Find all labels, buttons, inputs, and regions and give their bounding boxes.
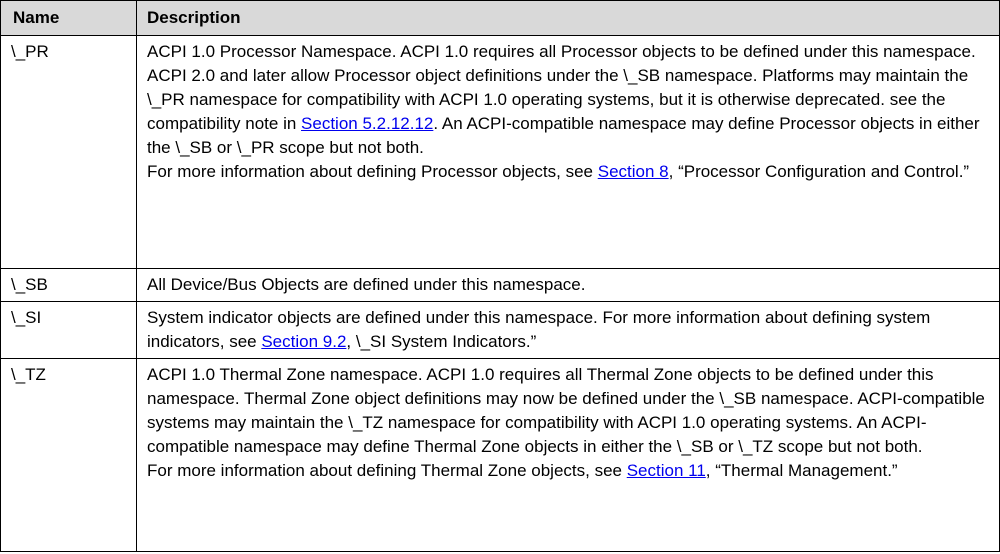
description-text: System indicator objects are defined under this namespace. For more information about defining system indicators, see (147, 308, 931, 351)
description-text: , “Thermal Management.” (705, 461, 898, 480)
description-text: For more information about defining Thermal Zone objects, see (147, 461, 627, 480)
row-name-sb: \_SB (1, 269, 137, 302)
section-5-2-12-12-link[interactable]: Section 5.2.12.12 (301, 114, 434, 133)
description-paragraph: ACPI 1.0 Thermal Zone namespace. ACPI 1.0 requires all Thermal Zone objects to be defined under this namespace. Thermal Zone object definitions may now be defined under the \_SB namespace. ACPI-compatible systems may maintain the \_TZ namespace for compatibility with ACPI 1.0 operating systems. An ACPI-compatible namespace may define Thermal Zone objects in either the \_SB or \_TZ scope but not both. (147, 365, 985, 456)
table-row-sb (1, 269, 1000, 302)
table-row-tz (1, 359, 1000, 552)
row-name-tz: \_TZ (1, 359, 137, 552)
description-text: , “Processor Configuration and Control.” (668, 162, 970, 181)
description-text: For more information about defining Processor objects, see (147, 162, 598, 181)
table-row-si (1, 302, 1000, 359)
row-description-sb (137, 269, 1000, 302)
description-paragraph (147, 306, 989, 354)
description-text: . An ACPI-compatible namespace may define Processor objects in either the \_SB or \_PR scope but not both. (147, 114, 980, 157)
description-paragraph: All Device/Bus Objects are defined under this namespace. (147, 275, 586, 294)
row-name-pr: \_PR (1, 36, 137, 269)
description-text: ACPI 1.0 Processor Namespace. ACPI 1.0 requires all Processor objects to be defined under this namespace. ACPI 2.0 and later allow Processor object definitions under the \_SB namespace. Platforms may maintain the \_PR namespace for compatibility with ACPI 1.0 operating systems, but it is otherwise deprecated. see the compatibility note in (147, 42, 976, 133)
row-description-pr (137, 36, 1000, 269)
description-paragraph (147, 40, 989, 160)
header-description: Description (137, 1, 1000, 36)
row-name-si: \_SI (1, 302, 137, 359)
description-paragraph (147, 459, 989, 483)
table-row-pr (1, 36, 1000, 269)
description-text: , \_SI System Indicators.” (346, 332, 537, 351)
row-description-si (137, 302, 1000, 359)
section-8-link[interactable]: Section 8 (597, 162, 669, 181)
section-9-2-link[interactable]: Section 9.2 (261, 332, 347, 351)
description-paragraph (147, 160, 989, 184)
table-header-row (1, 1, 1000, 36)
header-name: Name (1, 1, 137, 36)
row-description-tz (137, 359, 1000, 552)
section-11-link[interactable]: Section 11 (626, 461, 706, 480)
